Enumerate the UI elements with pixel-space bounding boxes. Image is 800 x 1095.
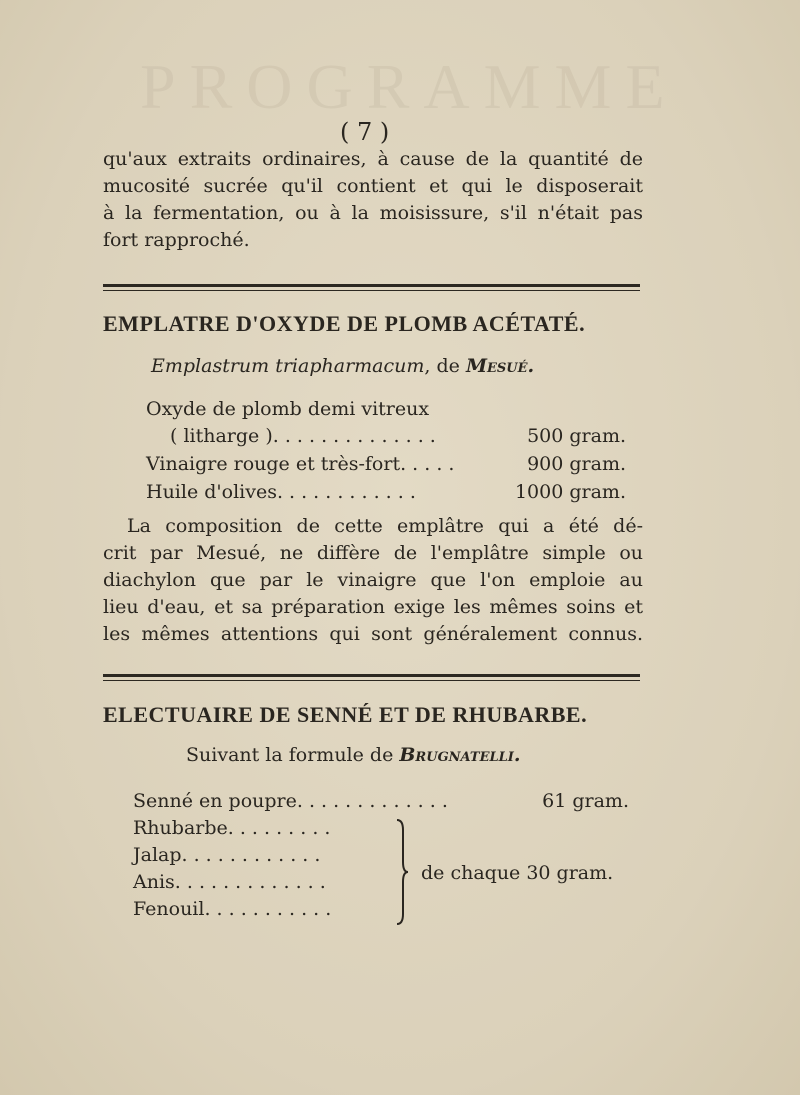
intro-line: qu'aux extraits ordinaires, à cause de la quantité de xyxy=(103,148,643,170)
section2-heading: ELECTUAIRE DE SENNÉ ET DE RHUBARBE. xyxy=(103,702,588,727)
section1-subtitle xyxy=(151,355,534,377)
subtitle-connector: , de xyxy=(424,355,460,377)
author-name: Mesué. xyxy=(465,355,535,377)
ingredient-name: Huile d'olives. . . . . . . . . . . . xyxy=(146,481,416,503)
curly-brace xyxy=(395,818,409,926)
divider-thin-line xyxy=(103,290,640,291)
section2-subtitle xyxy=(186,744,521,766)
body-line: diachylon que par le vinaigre que l'on emploie au xyxy=(103,569,643,591)
subtitle-prefix: Suivant la formule de xyxy=(186,744,394,766)
ingredient-row xyxy=(170,425,626,447)
body-line: les mêmes attentions qui sont généralement connus. xyxy=(103,623,643,645)
body-line: crit par Mesué, ne diffère de l'emplâtre simple ou xyxy=(103,542,643,564)
ingredient-quantity: 500 gram. xyxy=(527,425,626,447)
show-through-watermark: PROGRAMME xyxy=(140,51,679,122)
section1-body xyxy=(103,513,643,648)
ingredient-quantity: 61 gram. xyxy=(542,790,629,812)
grouped-ingredient: Jalap. . . . . . . . . . . . xyxy=(133,844,321,866)
grouped-ingredient: Fenouil. . . . . . . . . . . xyxy=(133,898,332,920)
divider-thin-line xyxy=(103,680,640,681)
ingredient-row xyxy=(146,398,626,420)
latin-name: Emplastrum triapharmacum xyxy=(151,355,425,377)
body-line: La composition de cette emplâtre qui a été dé- xyxy=(127,515,643,537)
ingredient-name: Vinaigre rouge et très-fort. . . . . xyxy=(146,453,455,475)
intro-paragraph xyxy=(103,146,643,254)
ingredient-row xyxy=(146,453,626,475)
ingredient-quantity: 900 gram. xyxy=(527,453,626,475)
ingredient-quantity: 1000 gram. xyxy=(514,481,626,503)
grouped-ingredient: Anis. . . . . . . . . . . . . xyxy=(133,871,326,893)
ingredient-name: Senné en poupre. . . . . . . . . . . . . xyxy=(133,790,448,812)
divider-thick-line xyxy=(103,674,640,677)
section-divider xyxy=(103,674,640,681)
section-divider xyxy=(103,284,640,291)
divider-thick-line xyxy=(103,284,640,287)
intro-line: à la fermentation, ou à la moisissure, s'il n'était pas xyxy=(103,202,643,224)
body-line: lieu d'eau, et sa préparation exige les mêmes soins et xyxy=(103,596,643,618)
section1-heading: EMPLATRE D'OXYDE DE PLOMB ACÉTATÉ. xyxy=(103,311,586,336)
author-name: Brugnatelli. xyxy=(399,744,521,766)
ingredient-row xyxy=(146,481,626,503)
ingredient-name: ( litharge ). . . . . . . . . . . . . . xyxy=(170,425,436,447)
group-quantity: de chaque 30 gram. xyxy=(421,862,614,884)
page-number: ( 7 ) xyxy=(340,118,390,146)
ingredient-row xyxy=(133,790,629,812)
ingredient-name: Oxyde de plomb demi vitreux xyxy=(146,398,430,420)
grouped-ingredient: Rhubarbe. . . . . . . . . xyxy=(133,817,331,839)
intro-line: fort rapproché. xyxy=(103,229,250,251)
intro-line: mucosité sucrée qu'il contient et qui le disposerait xyxy=(103,175,643,197)
